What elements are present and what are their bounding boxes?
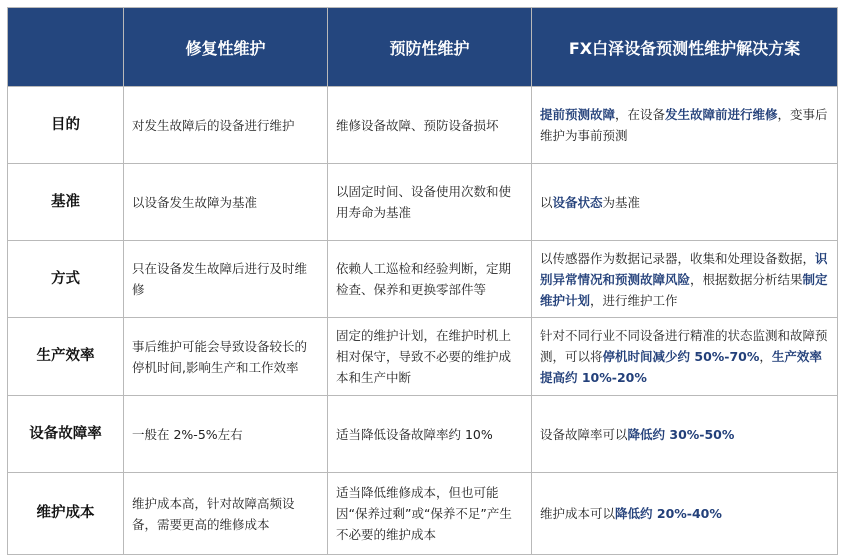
cell-fx xyxy=(532,473,838,555)
cell-repair: 维护成本高，针对故障高频设备，需要更高的维修成本 xyxy=(124,473,328,555)
cell-repair: 一般在 2%-5%左右 xyxy=(124,396,328,473)
header-corner xyxy=(8,8,124,87)
fx-segment: ，变事后维护为事前预测 xyxy=(540,107,828,143)
fx-segment: 设备状态 xyxy=(552,194,603,210)
fx-segment: 维护成本可以 xyxy=(540,506,616,521)
row-label-method: 方式 xyxy=(8,241,124,318)
table-row xyxy=(8,473,838,555)
table-row xyxy=(8,318,838,396)
fx-segment: 识别异常情况和预测故障风险 xyxy=(540,250,828,287)
fx-segment: 生产效率提高约 10%-20% xyxy=(540,349,822,385)
row-label-efficiency: 生产效率 xyxy=(8,318,124,396)
table-row xyxy=(8,241,838,318)
cell-fx xyxy=(532,318,838,396)
fx-segment: 针对不同行业不同设备进行精准的状态监测和故障预测，可以将 xyxy=(540,328,828,364)
fx-segment: 停机时间减少约 50%-70% xyxy=(602,349,760,364)
row-label-maintenance-cost: 维护成本 xyxy=(8,473,124,555)
row-label-purpose: 目的 xyxy=(8,87,124,164)
cell-repair: 以设备发生故障为基准 xyxy=(124,164,328,241)
cell-preventive: 维修设备故障、预防设备损坏 xyxy=(328,87,532,164)
table-row xyxy=(8,396,838,473)
table-row xyxy=(8,87,838,164)
cell-preventive: 适当降低维修成本，但也可能因“保养过剩”或“保养不足”产生不必要的维护成本 xyxy=(328,473,532,555)
cell-repair: 对发生故障后的设备进行维护 xyxy=(124,87,328,164)
cell-fx xyxy=(532,164,838,241)
cell-fx xyxy=(532,87,838,164)
fx-segment: 制定维护计划 xyxy=(540,271,828,308)
fx-segment: 发生故障前进行维修 xyxy=(665,107,778,122)
cell-repair: 只在设备发生故障后进行及时维修 xyxy=(124,241,328,318)
cell-fx xyxy=(532,241,838,318)
row-label-failure-rate: 设备故障率 xyxy=(8,396,124,473)
cell-repair: 事后维护可能会导致设备较长的停机时间,影响生产和工作效率 xyxy=(124,318,328,396)
header-fx-predictive-solution: FX白泽设备预测性维护解决方案 xyxy=(532,8,838,87)
cell-preventive: 以固定时间、设备使用次数和使用寿命为基准 xyxy=(328,164,532,241)
comparison-table xyxy=(7,7,838,555)
fx-segment: ， xyxy=(759,349,772,364)
fx-segment: 为基准 xyxy=(602,194,641,210)
cell-preventive: 固定的维护计划，在维护时机上相对保守，导致不必要的维护成本和生产中断 xyxy=(328,318,532,396)
fx-segment: ，在设备 xyxy=(615,107,666,122)
header-preventive-maintenance: 预防性维护 xyxy=(328,8,532,87)
fx-segment: 提前预测故障 xyxy=(540,107,616,122)
cell-fx xyxy=(532,396,838,473)
fx-segment: 以传感器作为数据记录器，收集和处理设备数据， xyxy=(540,250,816,266)
fx-segment: ，根据数据分析结果 xyxy=(690,271,803,287)
row-label-basis: 基准 xyxy=(8,164,124,241)
fx-segment: 降低约 20%-40% xyxy=(615,506,722,521)
fx-segment: 降低约 30%-50% xyxy=(627,426,735,442)
fx-segment: 以 xyxy=(540,194,553,210)
header-repair-maintenance: 修复性维护 xyxy=(124,8,328,87)
cell-preventive: 依赖人工巡检和经验判断，定期检查、保养和更换零部件等 xyxy=(328,241,532,318)
header-row xyxy=(8,8,838,87)
fx-segment: 设备故障率可以 xyxy=(540,426,628,442)
cell-preventive: 适当降低设备故障率约 10% xyxy=(328,396,532,473)
table-row xyxy=(8,164,838,241)
fx-segment: ，进行维护工作 xyxy=(590,292,678,308)
